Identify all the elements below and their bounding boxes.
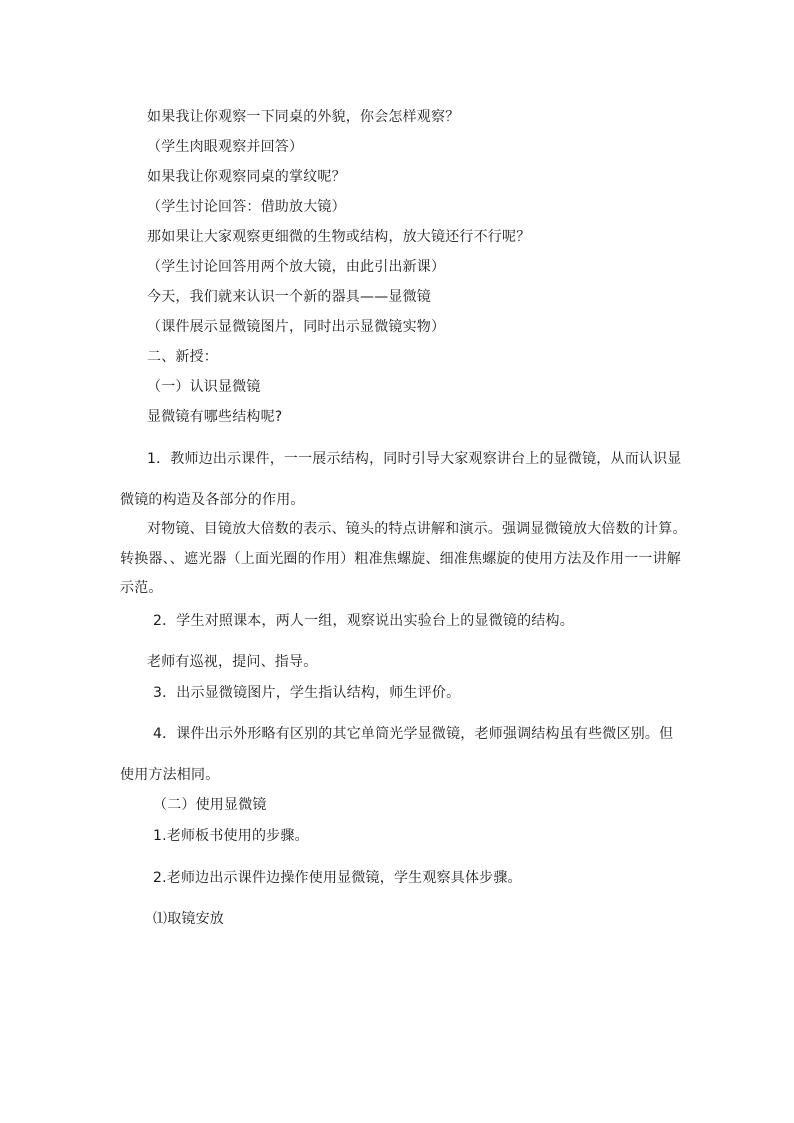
paragraph-line: 1．教师边出示课件，一一展示结构，同时引导大家观察讲台上的显微镜，从而认识显 xyxy=(147,451,682,467)
paragraph-line: 显微镜有哪些结构呢? xyxy=(147,409,283,425)
paragraph-line: 如果我让你观察同桌的掌纹呢？ xyxy=(147,169,346,185)
paragraph-line: （课件展示显微镜图片，同时出示显微镜实物） xyxy=(147,319,446,335)
subsection-heading: （一）认识显微镜 xyxy=(147,379,261,395)
paragraph-line: 转换器、、遮光器（上面光圈的作用）粗准焦螺旋、细准焦螺旋的使用方法及作用一一讲解 xyxy=(120,551,681,567)
paragraph-line: 对物镜、目镜放大倍数的表示、镜头的特点讲解和演示。强调显微镜放大倍数的计算。 xyxy=(147,521,687,537)
paragraph-line: 如果我让你观察一下同桌的外貌，你会怎样观察？ xyxy=(147,109,460,125)
paragraph-line: （学生讨论回答用两个放大镜，由此引出新课） xyxy=(147,259,446,275)
paragraph-line: 2．学生对照课本，两人一组，观察说出实验台上的显微镜的结构。 xyxy=(153,613,574,629)
section-heading: 二、新授： xyxy=(147,349,218,365)
paragraph-line: ⑴取镜安放 xyxy=(153,911,224,927)
paragraph-line: （学生肉眼观察并回答） xyxy=(147,139,304,155)
paragraph-line: 今天，我们就来认识一个新的器具——显微镜 xyxy=(147,289,431,305)
paragraph-line: 3．出示显微镜图片，学生指认结构，师生评价。 xyxy=(153,685,461,701)
paragraph-line: 那如果让大家观察更细微的生物或结构，放大镜还行不行呢？ xyxy=(147,229,531,245)
paragraph-line: 示范。 xyxy=(120,580,163,596)
paragraph-line: （学生讨论回答：借助放大镜） xyxy=(147,199,346,215)
paragraph-line: 4．课件出示外形略有区别的其它单筒光学显微镜，老师强调结构虽有些微区别。但 xyxy=(153,726,674,742)
paragraph-line: 1.老师板书使用的步骤。 xyxy=(153,828,309,844)
paragraph-line: 2.老师边出示课件边操作使用显微镜，学生观察具体步骤。 xyxy=(153,870,522,886)
subsection-heading: （二）使用显微镜 xyxy=(153,797,267,813)
paragraph-line: 微镜的构造及各部分的作用。 xyxy=(120,492,305,508)
paragraph-line: 老师有巡视，提问、指导。 xyxy=(147,654,318,670)
paragraph-line: 使用方法相同。 xyxy=(120,767,220,783)
